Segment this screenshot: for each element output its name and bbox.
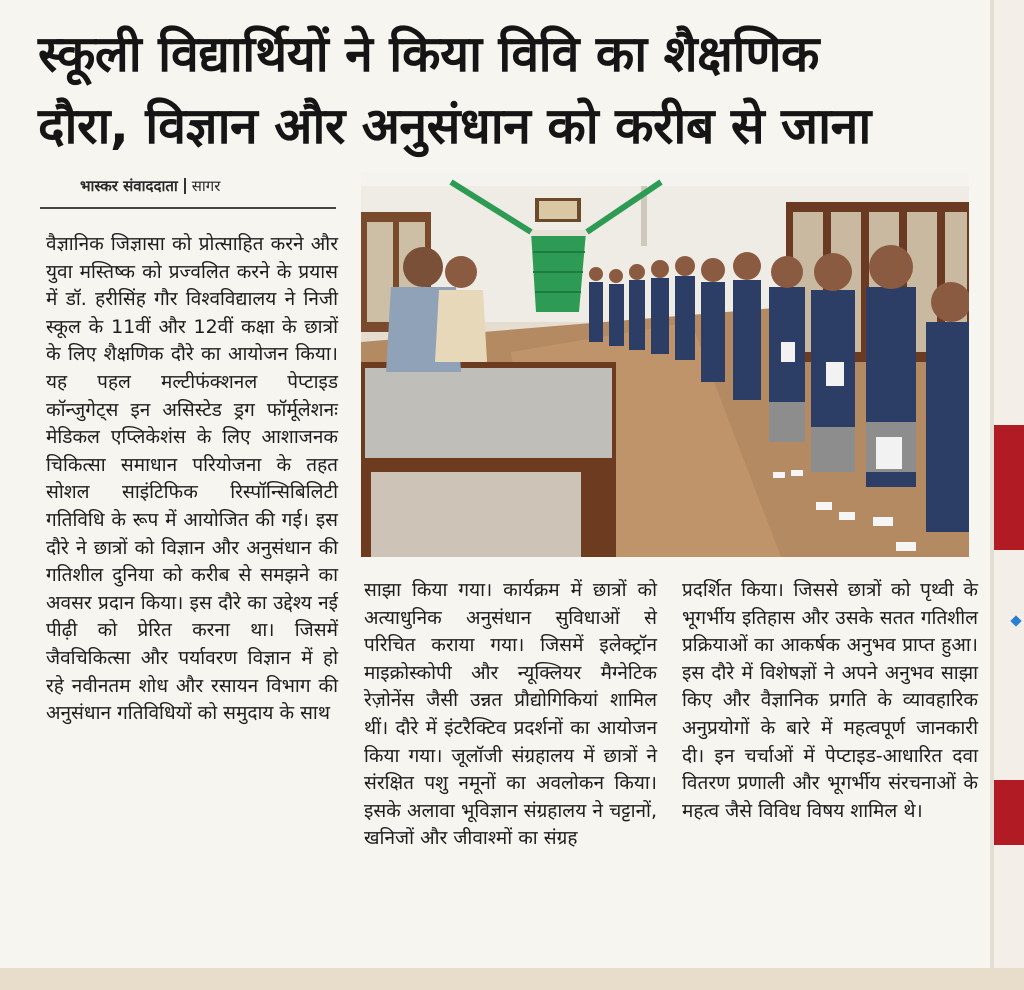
byline-separator <box>184 178 186 194</box>
byline-place: सागर <box>191 177 221 195</box>
headline-line-2: दौरा, विज्ञान और अनुसंधान को करीब से जाना <box>38 97 871 155</box>
headline <box>38 18 983 162</box>
byline <box>80 176 220 196</box>
bottom-page-edge <box>0 968 1024 990</box>
adjacent-page-edge <box>990 0 1024 968</box>
byline-rule <box>40 207 336 209</box>
article-column-3: प्रदर्शित किया। जिससे छात्रों को पृथ्वी के भूगर्भीय इतिहास और उसके सतत गतिशील प्रक्रियाओं का आकर्षक अनुभव प्राप्त हुआ। इस दौरे में विशेषज्ञों ने अपने अनुभव साझा किए और वैज्ञानिक प्रगति के व्यावहारिक अनुप्रयोगों के बारे में महत्वपूर्ण जानकारी दी। इन चर्चाओं में पेप्टाइड-आधारित दवा वितरण प्रणाली और भूगर्भीय संरचनाओं के महत्व जैसे विविध विषय शामिल थे। <box>682 579 978 822</box>
article-column-1: वैज्ञानिक जिज्ञासा को प्रोत्साहित करने और युवा मस्तिष्क को प्रज्वलित करने के प्रयास में डॉ. हरीसिंह गौर विश्वविद्यालय ने निजी स्कूल के 11वीं और 12वीं कक्षा के छात्रों के लिए शैक्षणिक दौरे का आयोजन किया। यह पहल मल्टीफंक्शनल पेप्टाइड कॉन्जुगेट्स इन असिस्टेड ड्रग फॉर्मूलेशनः मेडिकल एप्लिकेशंस के लिए आशाजनक चिकित्सा समाधान परियोजना के तहत सोशल साइंटिफिक रिस्पॉन्सिबिलिटी गतिविधि के रूप में आयोजित की गई। इस दौरे ने छात्रों को विज्ञान और अनुसंधान की गतिशील दुनिया को करीब से समझने का अवसर प्रदान किया। इस दौरे का उद्देश्य नई पीढ़ी को प्रेरित करना था। जिसमें जैवचिकित्सा और पर्यावरण विज्ञान में हो रहे नवीनतम शोध और रसायन विभाग की अनुसंधान गतिविधियों को समुदाय के साथ <box>46 233 338 725</box>
byline-reporter: भास्कर संवाददाता <box>80 177 178 195</box>
headline-line-1: स्कूली विद्यार्थियों ने किया विवि का शैक्षणिक <box>38 25 819 83</box>
news-photo <box>361 172 969 557</box>
article-column-2: साझा किया गया। कार्यक्रम में छात्रों को अत्याधुनिक अनुसंधान सुविधाओं से परिचित कराया गया। जिसमें इलेक्ट्रॉन माइक्रोस्कोपी और न्यूक्लियर मैग्नेटिक रेज़ोनेंस जैसी उन्नत प्रौद्योगिकियां शामिल थीं। दौरे में इंटरैक्टिव प्रदर्शनों का आयोजन किया गया। जूलॉजी संग्रहालय में छात्रों ने संरक्षित पशु नमूनों का अवलोकन किया। इसके अलावा भूविज्ञान संग्रहालय ने चट्टानों, खनिजों और जीवाश्मों का संग्रह <box>364 579 657 850</box>
photo-illustration <box>361 172 969 557</box>
red-decoration-top <box>994 425 1024 550</box>
red-decoration-bottom <box>994 780 1024 845</box>
